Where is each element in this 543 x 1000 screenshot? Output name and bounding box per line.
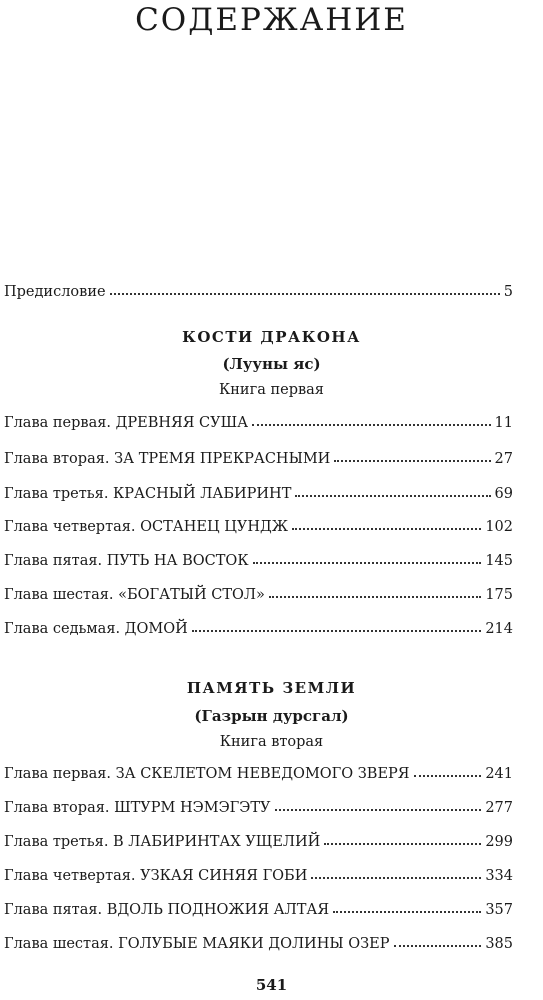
book-number: Книга первая <box>219 382 324 398</box>
page-title: СОДЕРЖАНИЕ <box>135 2 408 38</box>
toc-entry-label: Предисловие <box>4 284 106 300</box>
toc-entry-page: 11 <box>494 415 513 431</box>
toc-entry-label: Глава третья. В ЛАБИРИНТАХ УЩЕЛИЙ <box>4 834 321 850</box>
toc-entry-page: 214 <box>485 621 513 637</box>
toc-entry-page: 5 <box>503 284 513 300</box>
toc-entry-label: Глава вторая. ЗА ТРЕМЯ ПРЕКРАСНЫМИ <box>4 451 331 467</box>
toc-entry-page: 145 <box>485 553 513 569</box>
toc-entry <box>4 902 513 918</box>
toc-entry <box>4 834 513 850</box>
dot-leader <box>334 460 490 462</box>
dot-leader <box>275 809 482 811</box>
toc-entry-label: Глава первая. ДРЕВНЯЯ СУША <box>4 415 249 431</box>
toc-entry-label: Глава пятая. ВДОЛЬ ПОДНОЖИЯ АЛТАЯ <box>4 902 330 918</box>
dot-leader <box>295 495 490 497</box>
dot-leader <box>253 562 482 564</box>
dot-leader <box>324 843 481 845</box>
book-title: КОСТИ ДРАКОНА <box>182 328 361 346</box>
toc-entry <box>4 486 513 502</box>
book-subtitle: (Газрын дурсгал) <box>194 707 349 725</box>
toc-entry-label: Глава шестая. ГОЛУБЫЕ МАЯКИ ДОЛИНЫ ОЗЕР <box>4 936 390 952</box>
toc-entry-label: Глава четвертая. ОСТАНЕЦ ЦУНДЖ <box>4 519 289 535</box>
dot-leader <box>252 424 490 426</box>
toc-entry <box>4 415 513 431</box>
toc-entry-label: Глава третья. КРАСНЫЙ ЛАБИРИНТ <box>4 486 292 502</box>
dot-leader <box>192 630 482 632</box>
toc-entry-page: 299 <box>485 834 513 850</box>
toc-entry-page: 241 <box>485 766 513 782</box>
toc-entry <box>4 621 513 637</box>
dot-leader <box>292 528 481 530</box>
book-number: Книга вторая <box>219 734 324 750</box>
toc-entry <box>4 936 513 952</box>
toc-entry-page: 102 <box>485 519 513 535</box>
toc-entry <box>4 553 513 569</box>
toc-entry <box>4 519 513 535</box>
dot-leader <box>414 775 482 777</box>
toc-entry <box>4 587 513 603</box>
toc-entry-label: Глава седьмая. ДОМОЙ <box>4 621 188 637</box>
toc-entry-page: 334 <box>485 868 513 884</box>
toc-entry-page: 27 <box>494 451 513 467</box>
dot-leader <box>394 945 482 947</box>
toc-entry-preface <box>4 284 513 300</box>
toc-entry-page: 69 <box>494 486 513 502</box>
toc-entry-page: 175 <box>485 587 513 603</box>
toc-entry <box>4 766 513 782</box>
toc-entry-page: 385 <box>485 936 513 952</box>
toc-entry-label: Глава пятая. ПУТЬ НА ВОСТОК <box>4 553 249 569</box>
dot-leader <box>269 596 481 598</box>
toc-entry-label: Глава первая. ЗА СКЕЛЕТОМ НЕВЕДОМОГО ЗВЕРЯ <box>4 766 410 782</box>
toc-entry-page: 277 <box>485 800 513 816</box>
toc-entry-label: Глава вторая. ШТУРМ НЭМЭГЭТУ <box>4 800 271 816</box>
dot-leader <box>110 293 500 295</box>
toc-entry <box>4 800 513 816</box>
dot-leader <box>333 911 481 913</box>
book-title: ПАМЯТЬ ЗЕМЛИ <box>186 679 357 697</box>
toc-entry-label: Глава шестая. «БОГАТЫЙ СТОЛ» <box>4 587 265 603</box>
dot-leader <box>311 877 481 879</box>
book-subtitle: (Лууны яс) <box>222 355 321 373</box>
toc-entry <box>4 451 513 467</box>
toc-entry <box>4 868 513 884</box>
toc-entry-label: Глава четвертая. УЗКАЯ СИНЯЯ ГОБИ <box>4 868 308 884</box>
page-number: 541 <box>255 976 288 994</box>
toc-entry-page: 357 <box>485 902 513 918</box>
